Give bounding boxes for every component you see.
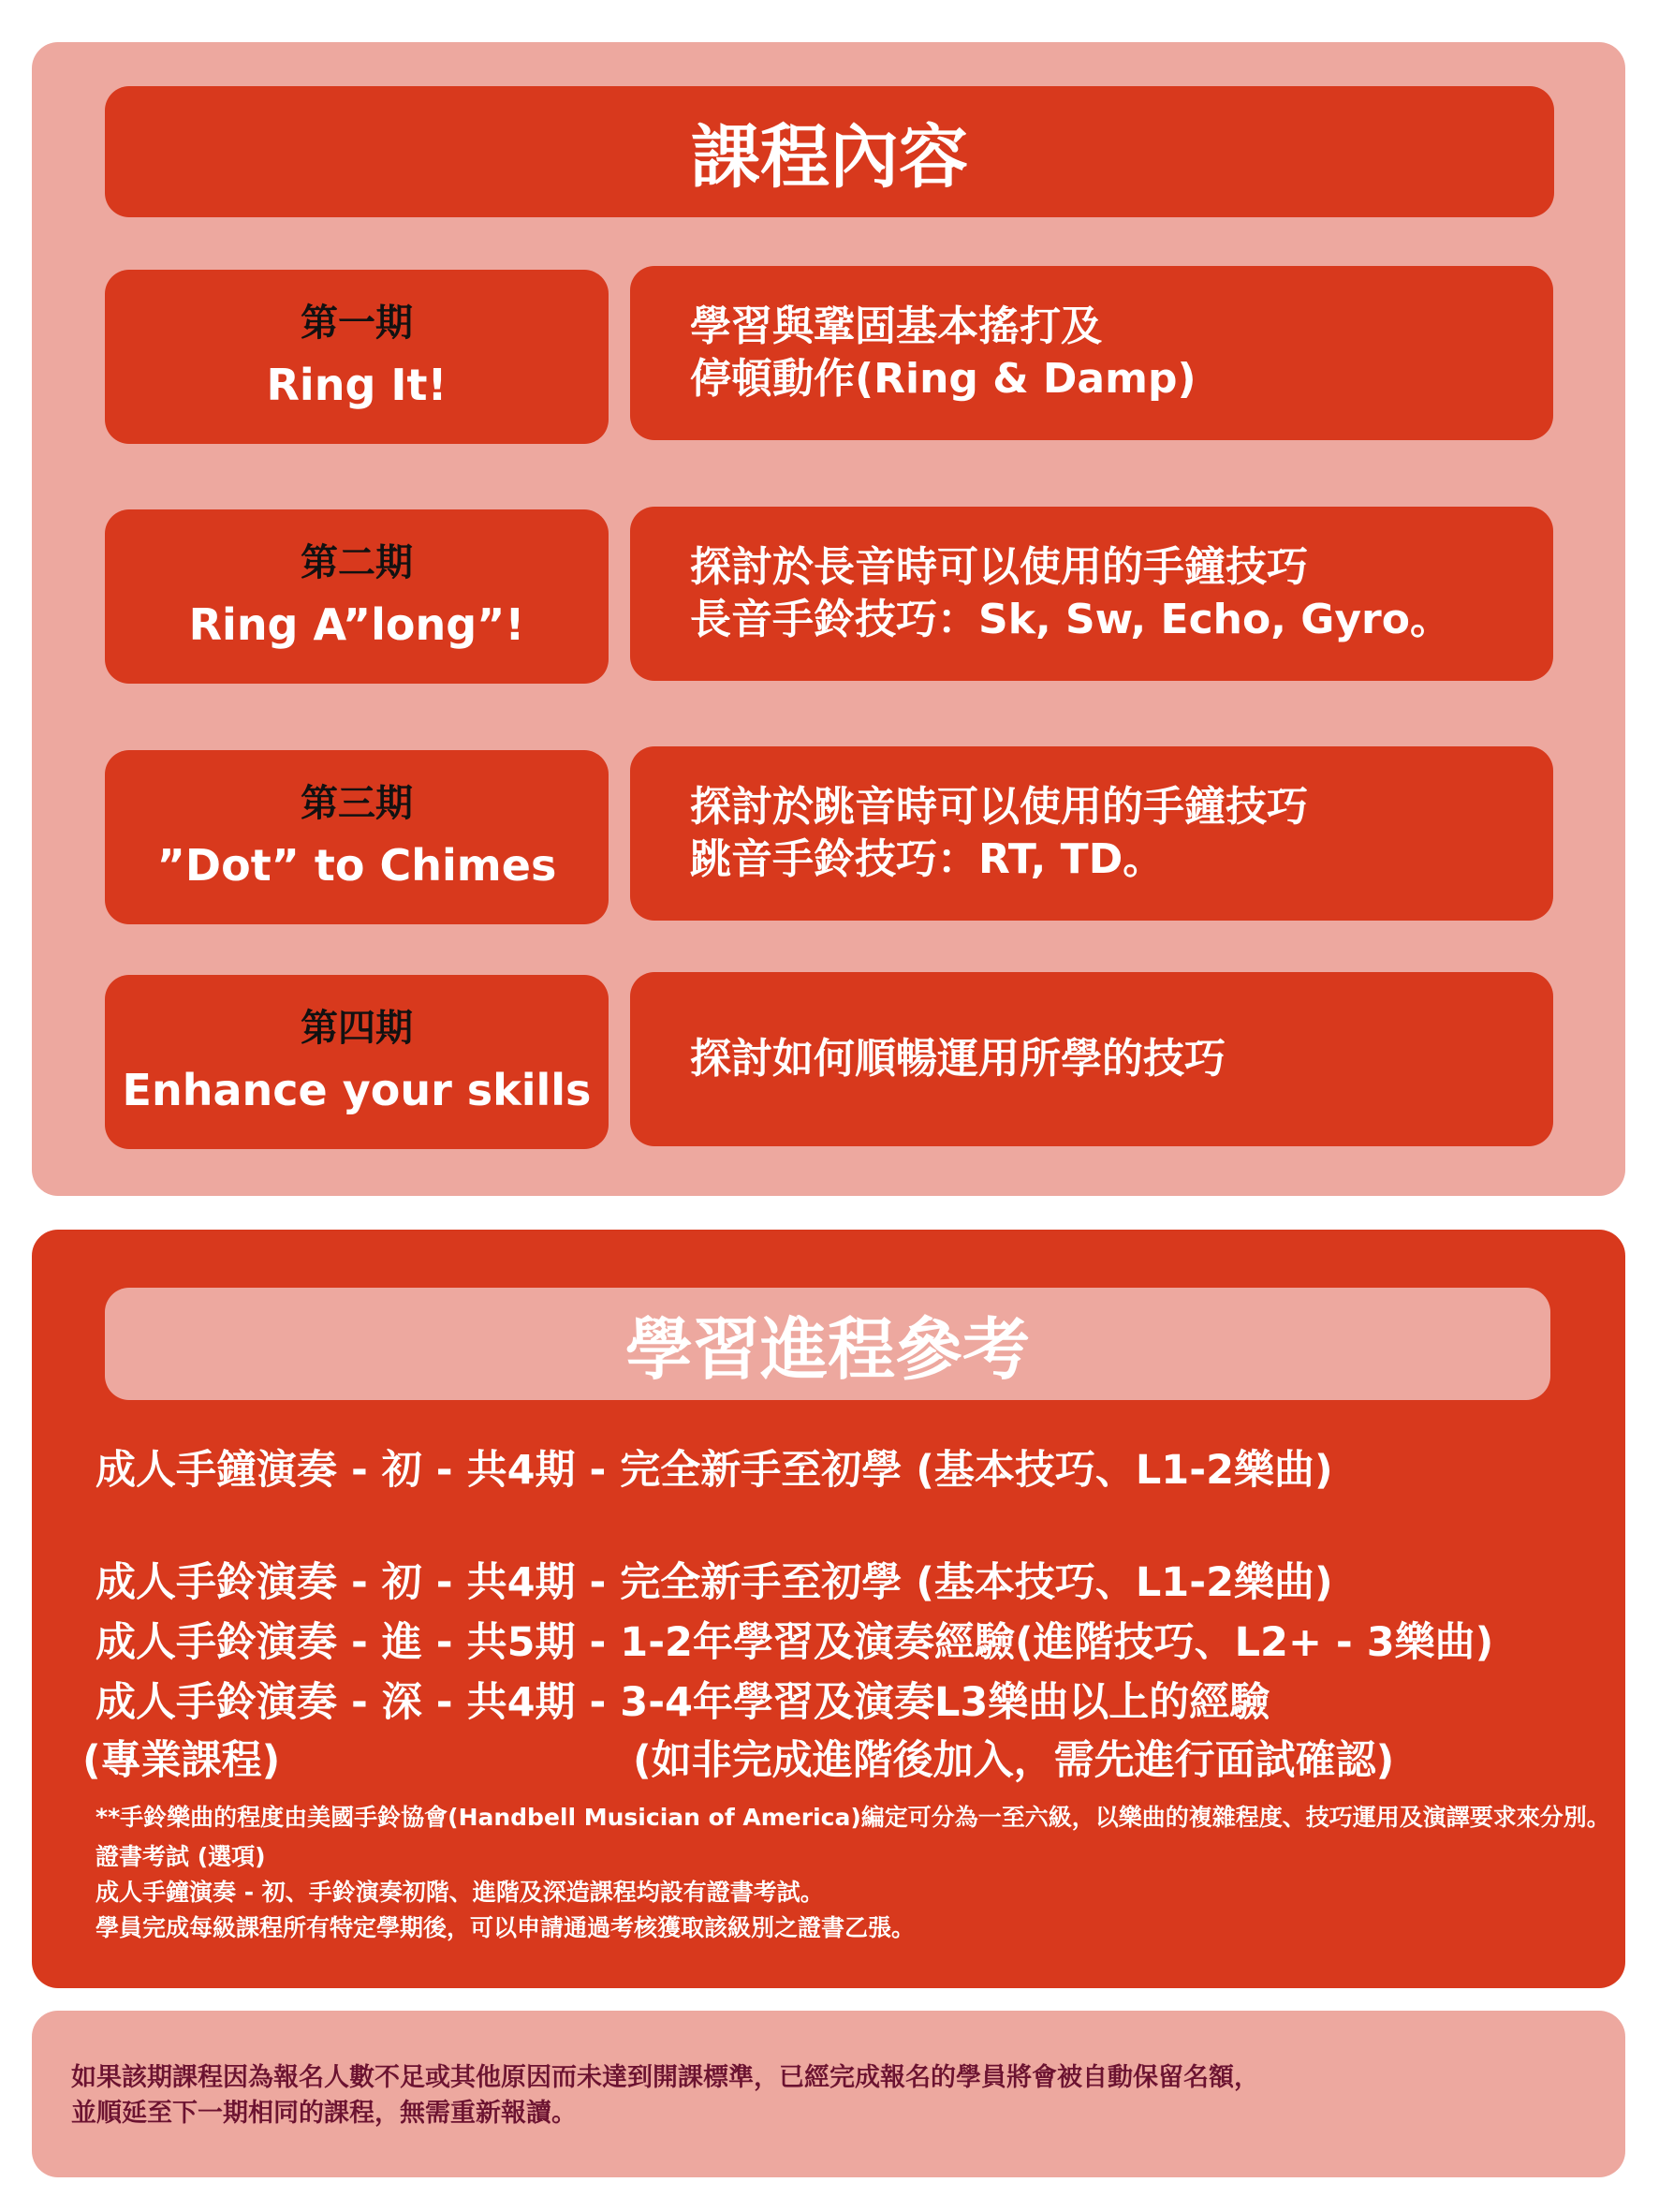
term-number: 第三期	[301, 782, 413, 825]
term-name: Enhance your skills	[122, 1065, 592, 1115]
course-line-handbell-intermediate: 成人手鈴演奏 - 進 - 共5期 - 1-2年學習及演奏經驗(進階技巧、L2+ - 3樂曲)	[95, 1619, 1494, 1666]
grading-note: **手鈴樂曲的程度由美國手鈴協會(Handbell Musician of America)編定可分為一至六級，以樂曲的複雜程度、技巧運用及演譯要求來分別。	[95, 1804, 1610, 1831]
description-line: 探討如何順暢運用所學的技巧	[690, 1035, 1226, 1083]
term-1-description	[630, 266, 1553, 440]
term-number: 第二期	[301, 541, 413, 584]
term-4-label	[105, 975, 609, 1149]
certificate-requirement-note: 學員完成每級課程所有特定學期後，可以申請通過考核獲取該級別之證書乙張。	[95, 1914, 916, 1941]
description-line: 停頓動作(Ring & Damp)	[690, 355, 1197, 403]
course-line-handbell-beginner: 成人手鈴演奏 - 初 - 共4期 - 完全新手至初學 (基本技巧、L1-2樂曲)	[95, 1559, 1333, 1606]
professional-course-label: (專業課程)	[82, 1737, 281, 1784]
certificate-exam-note: 成人手鐘演奏 - 初、手鈴演奏初階、進階及深造課程均設有證書考試。	[95, 1879, 824, 1906]
description-line: 探討於跳音時可以使用的手鐘技巧	[690, 783, 1308, 831]
term-name: Ring A”long”!	[188, 599, 525, 650]
learning-progress-title-bar	[105, 1288, 1550, 1400]
description-line: 探討於長音時可以使用的手鐘技巧	[690, 543, 1308, 591]
term-3-description	[630, 746, 1553, 921]
term-1-label	[105, 270, 609, 444]
course-line-handbell-advanced: 成人手鈴演奏 - 深 - 共4期 - 3-4年學習及演奏L3樂曲以上的經驗	[95, 1679, 1270, 1726]
footer-note-line: 如果該期課程因為報名人數不足或其他原因而未達到開課標準，已經完成報名的學員將會被自動保留名額，	[71, 2063, 1259, 2092]
course-content-title-bar	[105, 86, 1554, 217]
term-number: 第一期	[301, 302, 413, 345]
term-2-label	[105, 509, 609, 684]
course-content-title: 課程內容	[691, 117, 968, 198]
certificate-exam-heading: 證書考試 (選項)	[95, 1843, 266, 1870]
footer-note-line: 並順延至下一期相同的課程，無需重新報讀。	[71, 2099, 577, 2128]
description-line: 學習與鞏固基本搖打及	[690, 302, 1102, 350]
professional-course-note: (如非完成進階後加入，需先進行面試確認)	[633, 1737, 1395, 1784]
term-4-description	[630, 972, 1553, 1146]
description-line: 跳音手鈴技巧：RT, TD。	[690, 835, 1165, 883]
learning-progress-title: 學習進程參考	[624, 1310, 1030, 1389]
course-line-handchime-beginner: 成人手鐘演奏 - 初 - 共4期 - 完全新手至初學 (基本技巧、L1-2樂曲)	[95, 1447, 1333, 1494]
description-line: 長音手鈴技巧：Sk, Sw, Echo, Gyro。	[690, 596, 1451, 643]
term-name: ”Dot” to Chimes	[156, 840, 557, 891]
term-name: Ring It!	[266, 360, 448, 410]
term-number: 第四期	[301, 1007, 413, 1050]
term-2-description	[630, 507, 1553, 681]
term-3-label	[105, 750, 609, 924]
